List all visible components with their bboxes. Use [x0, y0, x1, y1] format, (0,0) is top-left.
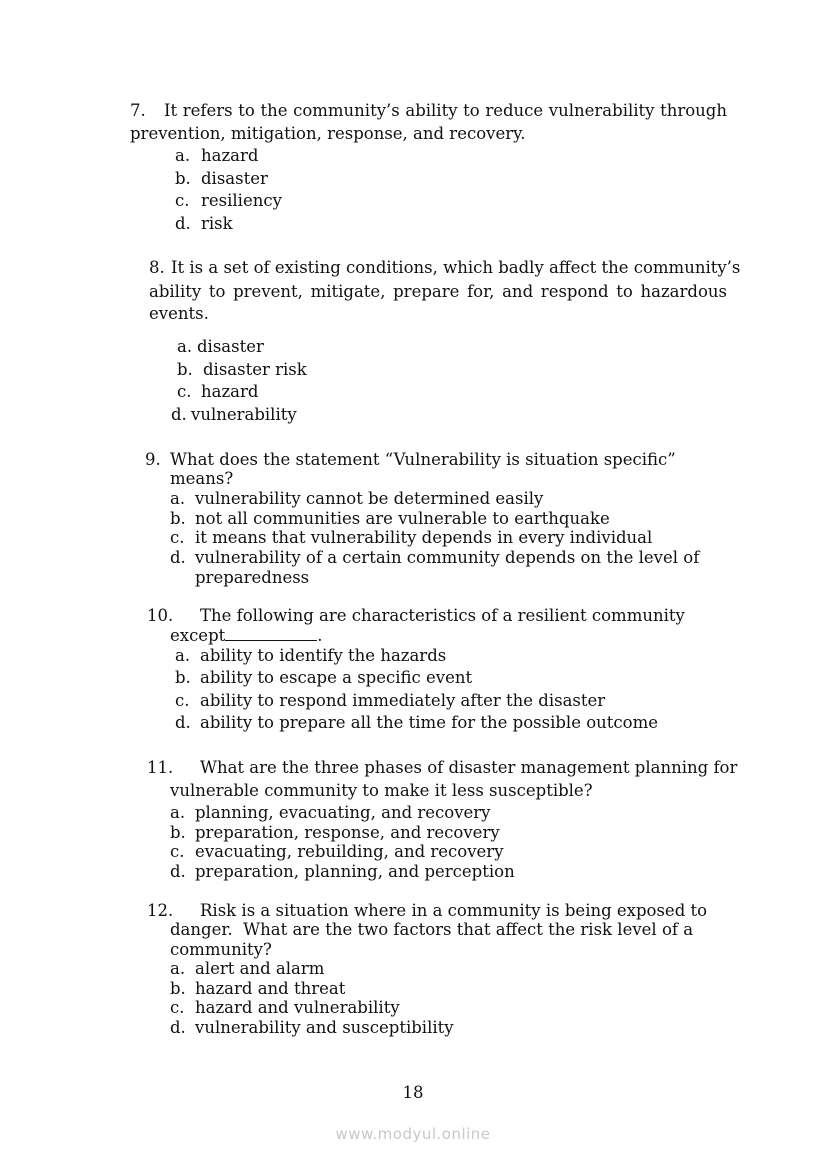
- question-number: 9.: [145, 450, 161, 469]
- option-letter: d.: [171, 405, 187, 424]
- option-text: vulnerability and susceptibility: [195, 1018, 454, 1037]
- question-stem-line: ability to prevent, mitigate, prepare for, and respond to hazardous: [149, 282, 727, 301]
- question-stem-line: events.: [149, 304, 209, 323]
- option-letter: c.: [170, 842, 185, 861]
- option-letter: d.: [175, 713, 191, 732]
- option-letter: d.: [170, 862, 186, 881]
- stem-text: except: [170, 626, 226, 645]
- option-letter: b.: [175, 668, 191, 687]
- question-stem-line: The following are characteristics of a resilient community: [200, 606, 685, 625]
- option-letter: c.: [170, 528, 185, 547]
- option-text: resiliency: [201, 191, 282, 210]
- option-letter: c.: [175, 691, 190, 710]
- option-text: hazard and threat: [195, 979, 346, 998]
- option-text: ability to prepare all the time for the possible outcome: [200, 713, 658, 732]
- option-text: vulnerability of a certain community depends on the level of: [195, 548, 700, 567]
- question-number: 11.: [147, 758, 174, 777]
- option-letter: a.: [175, 146, 191, 165]
- option-text: planning, evacuating, and recovery: [195, 803, 491, 822]
- option-letter: a.: [170, 489, 186, 508]
- option-letter: c.: [170, 998, 185, 1017]
- option-letter: a.: [177, 337, 193, 356]
- option-text: disaster: [197, 337, 264, 356]
- option-text: hazard: [201, 382, 259, 401]
- page-number: 18: [402, 1083, 424, 1102]
- option-text: ability to identify the hazards: [200, 646, 447, 665]
- option-text: hazard and vulnerability: [195, 998, 400, 1017]
- question-stem-line: What does the statement “Vulnerability is situation specific”: [170, 450, 676, 469]
- option-letter: a.: [170, 959, 186, 978]
- question-stem-line: [170, 626, 323, 646]
- question-stem-line: prevention, mitigation, response, and recovery.: [130, 124, 526, 143]
- question-number: 12.: [147, 901, 174, 920]
- option-letter: c.: [177, 382, 192, 401]
- option-letter: d.: [175, 214, 191, 233]
- option-text: ability to respond immediately after the disaster: [200, 691, 606, 710]
- option-letter: b.: [177, 360, 193, 379]
- answer-blank: [225, 626, 317, 641]
- question-stem-line: It refers to the community’s ability to reduce vulnerability through: [164, 101, 727, 120]
- question-stem-line: danger. What are the two factors that affect the risk level of a: [170, 920, 694, 939]
- question-stem-line: community?: [170, 940, 272, 959]
- option-letter: b.: [175, 169, 191, 188]
- option-text: evacuating, rebuilding, and recovery: [195, 842, 504, 861]
- option-letter: a.: [170, 803, 186, 822]
- option-text: preparation, response, and recovery: [195, 823, 500, 842]
- question-stem-line: Risk is a situation where in a community is being exposed to: [200, 901, 708, 920]
- question-stem-line: means?: [170, 469, 234, 488]
- option-text-continuation: preparedness: [195, 568, 310, 587]
- question-number: 7.: [130, 101, 146, 120]
- option-text: alert and alarm: [195, 959, 325, 978]
- question-number: 10.: [147, 606, 174, 625]
- option-text: vulnerability: [191, 405, 297, 424]
- option-text: hazard: [201, 146, 259, 165]
- option-letter: d.: [170, 1018, 186, 1037]
- option-letter: c.: [175, 191, 190, 210]
- option-letter: b.: [170, 979, 186, 998]
- option-letter: d.: [170, 548, 186, 567]
- option-text: disaster: [201, 169, 268, 188]
- question-number: 8.: [149, 258, 165, 277]
- stem-suffix: .: [317, 626, 323, 645]
- option-text: vulnerability cannot be determined easily: [195, 489, 544, 508]
- option-letter: b.: [170, 509, 186, 528]
- question-stem-line: It is a set of existing conditions, which badly affect the community’s: [171, 258, 741, 277]
- question-stem-line: vulnerable community to make it less susceptible?: [170, 781, 593, 800]
- option-text: ability to escape a specific event: [200, 668, 473, 687]
- watermark: www.modyul.online: [335, 1125, 491, 1143]
- option-text: preparation, planning, and perception: [195, 862, 515, 881]
- question-stem-line: What are the three phases of disaster management planning for: [200, 758, 738, 777]
- option-text: disaster risk: [203, 360, 307, 379]
- option-letter: b.: [170, 823, 186, 842]
- option-text: it means that vulnerability depends in every individual: [195, 528, 653, 547]
- option-text: not all communities are vulnerable to earthquake: [195, 509, 610, 528]
- option-text: risk: [201, 214, 233, 233]
- option-letter: a.: [175, 646, 191, 665]
